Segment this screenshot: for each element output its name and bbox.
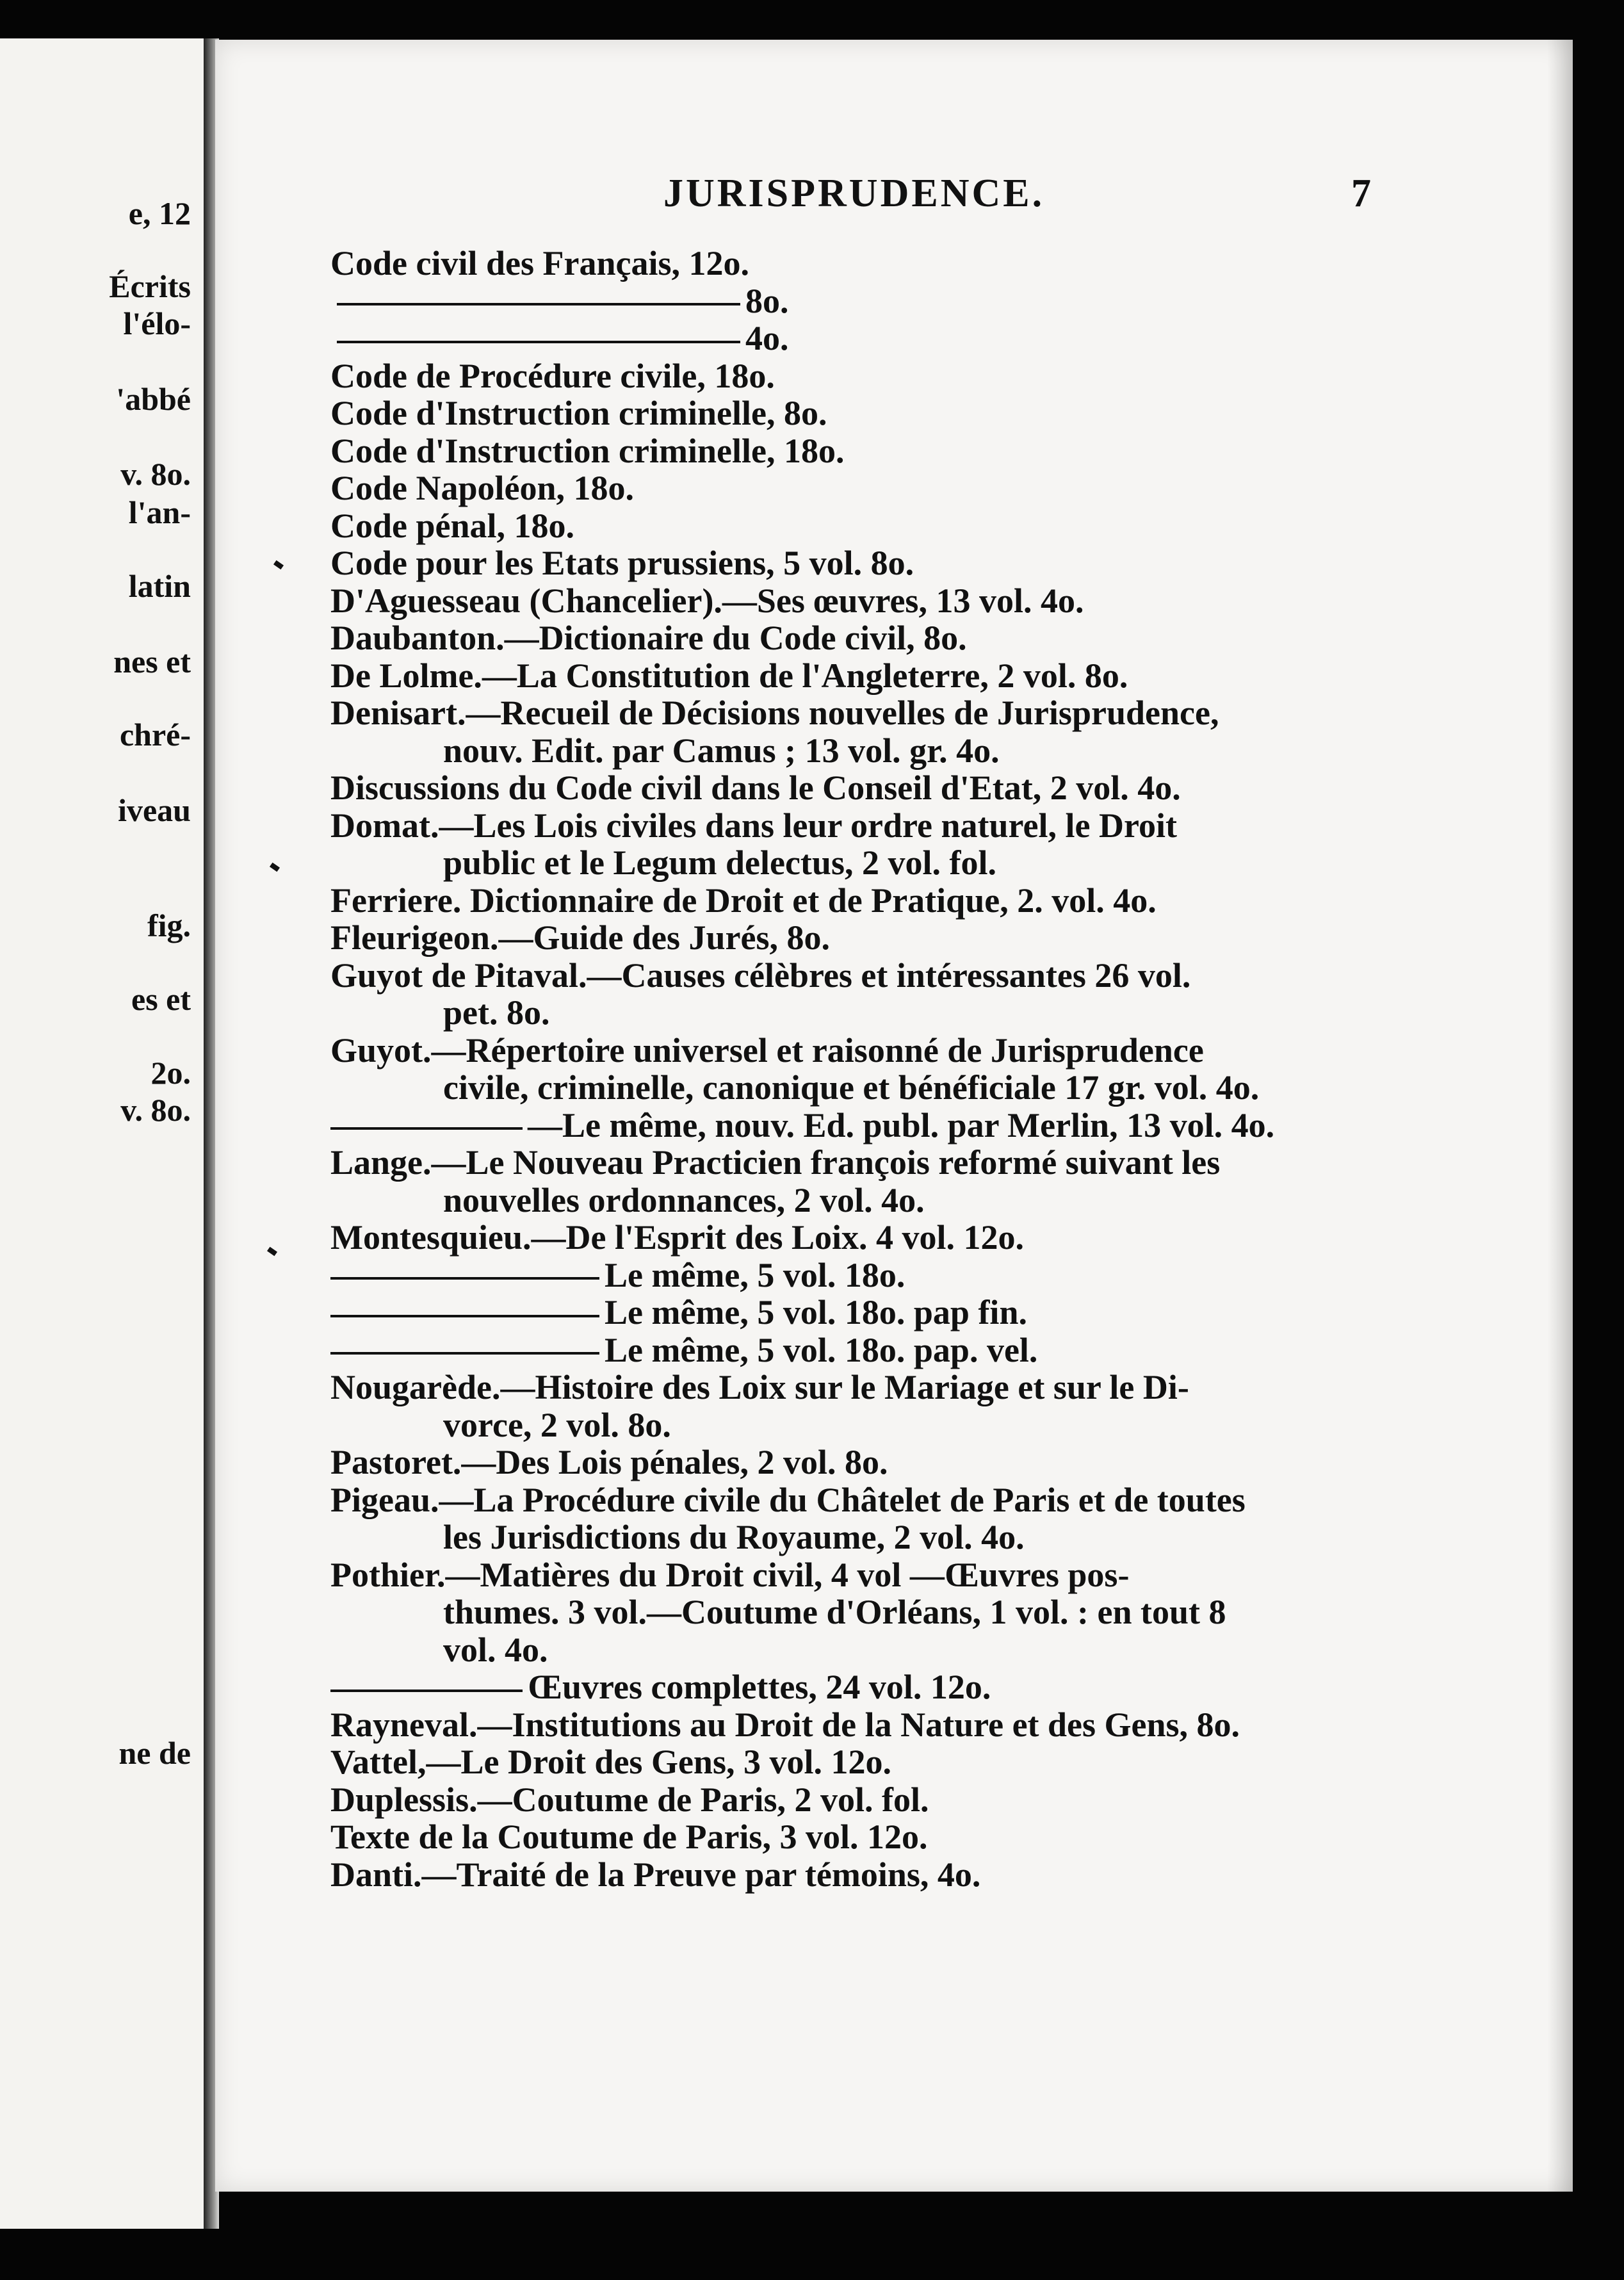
entry-line: Œuvres complettes, 24 vol. 12o. [528, 1668, 991, 1706]
catalogue-entry [330, 1706, 1560, 1744]
entry-line: Code Napoléon, 18o. [330, 469, 635, 507]
entry-line: Texte de la Coutume de Paris, 3 vol. 12o. [330, 1818, 928, 1856]
catalogue-entry [330, 657, 1560, 695]
entry-continuation: public et le Legum delectus, 2 vol. fol. [443, 843, 996, 882]
entry-line: Nougarède.—Histoire des Loix sur le Mariage et sur le Di- [330, 1368, 1189, 1406]
entry-line: De Lolme.—La Constitution de l'Angleterre, 2 vol. 8o. [330, 656, 1128, 695]
stray-mark [270, 863, 280, 872]
entry-line: Montesquieu.—De l'Esprit des Loix. 4 vol. 12o. [330, 1218, 1025, 1257]
left-fragment: es et [131, 981, 191, 1017]
left-fragment: fig. [147, 908, 191, 943]
catalogue-entry [330, 769, 1560, 807]
entry-line: Pothier.—Matières du Droit civil, 4 vol —Œuvres pos- [330, 1555, 1130, 1594]
entry-line: Guyot de Pitaval.—Causes célèbres et intéressantes 26 vol. [330, 956, 1191, 995]
entry-line: Danti.—Traité de la Preuve par témoins, 4o. [330, 1855, 981, 1894]
catalogue-entry [330, 432, 1560, 470]
entry-line: Le même, 5 vol. 18o. pap. vel. [605, 1330, 1038, 1369]
catalogue-entry [330, 1294, 1560, 1331]
catalogue-entry [330, 1481, 1560, 1556]
left-fragment: nes et [113, 644, 191, 680]
catalogue-entry [330, 1107, 1560, 1144]
catalogue-entry [330, 1144, 1560, 1219]
left-fragment: chré- [119, 717, 191, 753]
entry-line: Guyot.—Répertoire universel et raisonné de Jurisprudence [330, 1030, 1204, 1070]
catalogue-entry [330, 1444, 1560, 1481]
entry-line: Pigeau.—La Procédure civile du Châtelet de Paris et de toutes [330, 1480, 1246, 1519]
book-page [215, 40, 1573, 2192]
page-number: 7 [1351, 172, 1371, 215]
catalogue-entry [330, 1856, 1560, 1894]
catalogue-entry [330, 282, 1560, 320]
ditto-rule [337, 341, 740, 343]
catalogue-entry [330, 1818, 1560, 1856]
left-fragment: Écrits [109, 268, 191, 304]
entry-line: Domat.—Les Lois civiles dans leur ordre naturel, le Droit [330, 806, 1177, 845]
entry-line: 8o. [745, 281, 789, 320]
running-head [215, 171, 1573, 216]
catalogue-entry [330, 245, 1560, 282]
entry-line: Le même, 5 vol. 18o. [605, 1255, 905, 1294]
ditto-rule [330, 1352, 599, 1355]
catalogue-entry [330, 1668, 1560, 1706]
entry-continuation: vol. 4o. [443, 1630, 548, 1669]
entry-line: Ferriere. Dictionnaire de Droit et de Pratique, 2. vol. 4o. [330, 881, 1157, 920]
catalogue-entry [330, 1743, 1560, 1781]
stray-mark [273, 560, 284, 570]
catalogue-list [330, 245, 1560, 1893]
entry-line: Duplessis.—Coutume de Paris, 2 vol. fol. [330, 1780, 929, 1819]
entry-line: Code d'Instruction criminelle, 8o. [330, 394, 827, 432]
catalogue-entry [330, 807, 1560, 882]
entry-line: Code pénal, 18o. [330, 506, 575, 545]
entry-line: Pastoret.—Des Lois pénales, 2 vol. 8o. [330, 1443, 888, 1481]
ditto-rule [330, 1277, 599, 1280]
catalogue-entry [330, 1257, 1560, 1294]
entry-line: Discussions du Code civil dans le Conseil d'Etat, 2 vol. 4o. [330, 769, 1181, 807]
left-fragment: latin [128, 568, 191, 604]
entry-line: Fleurigeon.—Guide des Jurés, 8o. [330, 918, 830, 957]
entry-continuation: les Jurisdictions du Royaume, 2 vol. 4o. [443, 1518, 1025, 1556]
catalogue-entry [330, 1032, 1560, 1107]
entry-line: Code pour les Etats prussiens, 5 vol. 8o. [330, 544, 914, 582]
catalogue-entry [330, 882, 1560, 920]
entry-line: Daubanton.—Dictionaire du Code civil, 8o. [330, 619, 967, 657]
catalogue-entry [330, 1556, 1560, 1669]
catalogue-entry [330, 1369, 1560, 1444]
left-fragment: ne de [118, 1735, 191, 1771]
ditto-rule [337, 303, 740, 305]
catalogue-entry [330, 544, 1560, 582]
catalogue-entry [330, 1331, 1560, 1369]
ditto-rule [330, 1690, 523, 1692]
previous-page-strip [0, 38, 207, 2229]
left-fragment: l'an- [128, 494, 191, 530]
entry-line: —Le même, nouv. Ed. publ. par Merlin, 13 vol. 4o. [528, 1105, 1275, 1144]
catalogue-entry [330, 919, 1560, 957]
left-fragment: v. 8o. [120, 456, 191, 492]
entry-continuation: pet. 8o. [443, 993, 550, 1032]
catalogue-entry [330, 957, 1560, 1032]
ditto-rule [330, 1127, 523, 1130]
entry-line: Le même, 5 vol. 18o. pap fin. [605, 1293, 1027, 1331]
catalogue-entry [330, 1781, 1560, 1819]
page-title: JURISPRUDENCE. [663, 172, 1045, 215]
catalogue-entry [330, 395, 1560, 432]
catalogue-entry [330, 469, 1560, 507]
entry-line: Code civil des Français, 12o. [330, 244, 749, 282]
entry-continuation: vorce, 2 vol. 8o. [443, 1405, 671, 1444]
ditto-rule [330, 1315, 599, 1317]
stray-mark [267, 1247, 277, 1257]
left-fragment: l'élo- [123, 305, 191, 341]
entry-continuation: civile, criminelle, canonique et bénéficiale 17 gr. vol. 4o. [443, 1068, 1260, 1107]
entry-continuation: nouv. Edit. par Camus ; 13 vol. gr. 4o. [443, 731, 1000, 770]
entry-line: Code de Procédure civile, 18o. [330, 356, 775, 395]
catalogue-entry [330, 582, 1560, 620]
left-fragment: e, 12 [128, 195, 191, 231]
catalogue-entry [330, 619, 1560, 657]
entry-line: D'Aguesseau (Chancelier).—Ses œuvres, 13 vol. 4o. [330, 581, 1084, 620]
catalogue-entry [330, 1219, 1560, 1257]
catalogue-entry [330, 507, 1560, 545]
entry-line: Code d'Instruction criminelle, 18o. [330, 431, 845, 470]
entry-line: Denisart.—Recueil de Décisions nouvelles de Jurisprudence, [330, 694, 1219, 732]
entry-continuation: thumes. 3 vol.—Coutume d'Orléans, 1 vol. : en tout 8 [443, 1593, 1226, 1631]
catalogue-entry [330, 320, 1560, 357]
entry-line: Lange.—Le Nouveau Practicien françois reformé suivant les [330, 1143, 1221, 1182]
catalogue-entry [330, 357, 1560, 395]
left-fragment: v. 8o. [120, 1092, 191, 1128]
left-fragment: 2o. [150, 1055, 191, 1091]
entry-line: Vattel,—Le Droit des Gens, 3 vol. 12o. [330, 1743, 891, 1781]
left-fragment: 'abbé [116, 381, 191, 417]
left-fragment: iveau [118, 792, 191, 828]
entry-line: 4o. [745, 319, 789, 357]
entry-continuation: nouvelles ordonnances, 2 vol. 4o. [443, 1180, 925, 1219]
entry-line: Rayneval.—Institutions au Droit de la Nature et des Gens, 8o. [330, 1705, 1240, 1744]
catalogue-entry [330, 694, 1560, 769]
